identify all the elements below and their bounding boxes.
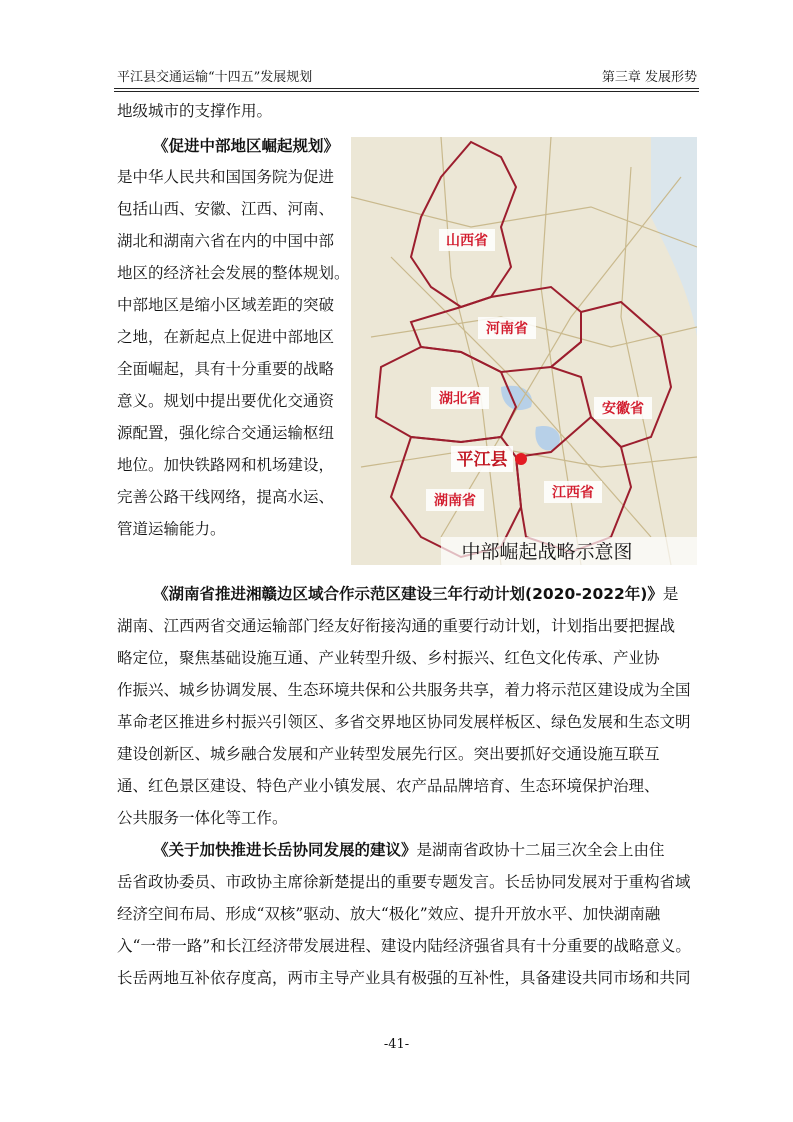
map-caption: 中部崛起战略示意图 — [461, 541, 633, 563]
header-rule-thin — [114, 91, 699, 92]
section2-line: 革命老区推进乡村振兴引领区、多省交界地区协同发展样板区、绿色发展和生态文明 — [117, 713, 691, 731]
section1-line: 湖北和湖南六省在内的中国中部 — [117, 232, 335, 250]
section1-title: 《促进中部地区崛起规划》 — [153, 137, 340, 155]
map-label-henan: 河南省 — [486, 321, 528, 337]
section3-first-line — [153, 840, 665, 860]
section2-line: 建设创新区、城乡融合发展和产业转型发展先行区。突出要抓好交通设施互联互 — [117, 745, 660, 763]
header-rule — [114, 88, 699, 89]
section3-line: 长岳两地互补依存度高，两市主导产业具有极强的互补性，具备建设共同市场和共同 — [117, 969, 691, 987]
section1-line: 意义。规划中提出要优化交通资 — [117, 392, 335, 410]
section1-line: 之地，在新起点上促进中部地区 — [117, 328, 335, 346]
section1-line: 源配置，强化综合交通运输枢纽 — [117, 424, 335, 442]
map-label-hunan: 湖南省 — [434, 493, 476, 509]
section1-line: 中部地区是缩小区域差距的突破 — [117, 296, 335, 314]
section3-line: 入“一带一路”和长江经济带发展进程、建设内陆经济强省具有十分重要的战略意义。 — [117, 937, 691, 955]
section2-line: 湖南、江西两省交通运输部门经友好衔接沟通的重要行动计划，计划指出要把握战 — [117, 617, 676, 635]
page-number: -41- — [383, 1037, 410, 1052]
section3-line: 经济空间布局、形成“双核”驱动、放大“极化”效应、提升开放水平、加快湖南融 — [117, 905, 661, 923]
section1-line: 完善公路干线网络，提高水运、 — [117, 488, 335, 506]
section2-title-tail: 是 — [662, 585, 679, 603]
pingjiang-marker — [515, 453, 527, 465]
section1-line: 地位。加快铁路网和机场建设， — [117, 456, 335, 474]
map-label-shanxi: 山西省 — [446, 233, 488, 249]
section1-line: 管道运输能力。 — [117, 520, 226, 538]
header-title: 平江县交通运输“十四五”发展规划 — [117, 70, 313, 85]
section2-line: 通、红色景区建设、特色产业小镇发展、农产品品牌培育、生态环境保护治理、 — [117, 777, 660, 795]
header-chapter: 第三章 发展形势 — [601, 70, 697, 85]
section2-first-line — [153, 584, 678, 604]
map-label-pingjiang: 平江县 — [456, 450, 508, 470]
section2-line: 略定位，聚焦基础设施互通、产业转型升级、乡村振兴、红色文化传承、产业协 — [117, 649, 660, 667]
map-label-jiangxi: 江西省 — [552, 485, 594, 501]
section2-line: 公共服务一体化等工作。 — [117, 809, 288, 827]
central-china-map — [351, 137, 697, 565]
section1-line: 地区的经济社会发展的整体规划。 — [117, 264, 350, 282]
section3-line: 岳省政协委员、市政协主席徐新楚提出的重要专题发言。长岳协同发展对于重构省域 — [117, 873, 691, 891]
section3-title: 《关于加快推进长岳协同发展的建议》 — [153, 841, 417, 859]
section2-title: 《湖南省推进湘赣边区域合作示范区建设三年行动计划(2020-2022年)》 — [153, 585, 663, 603]
section1-line: 是中华人民共和国国务院为促进 — [117, 168, 335, 186]
section1-line: 全面崛起，具有十分重要的战略 — [117, 360, 335, 378]
section3-title-tail: 是湖南省政协十二届三次全会上由住 — [416, 841, 665, 859]
map-label-anhui: 安徽省 — [602, 401, 644, 417]
section2-line: 作振兴、城乡协调发展、生态环境共保和公共服务共享，着力将示范区建设成为全国 — [117, 681, 691, 699]
section1-line: 包括山西、安徽、江西、河南、 — [117, 200, 335, 218]
map-land — [351, 137, 697, 565]
para0-line: 地级城市的支撑作用。 — [117, 102, 273, 120]
map-label-hubei: 湖北省 — [439, 391, 481, 407]
